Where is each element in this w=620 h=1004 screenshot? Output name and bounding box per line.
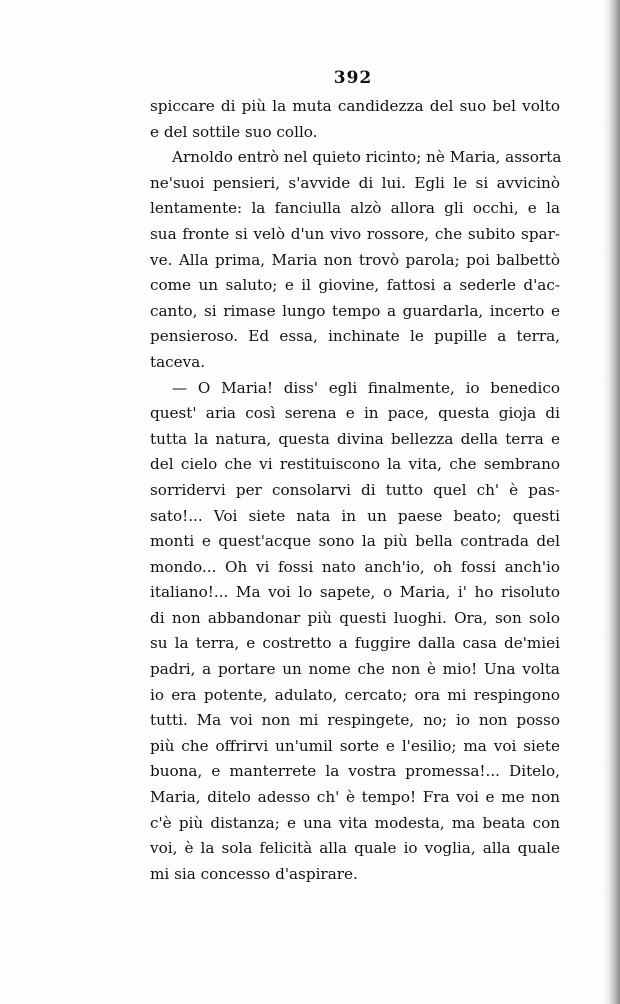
text-line: canto, si rimase lungo tempo a guardarla, incerto e xyxy=(150,301,560,320)
text-line: di non abbandonar più questi luoghi. Ora, son solo xyxy=(150,608,560,627)
text-line: Maria, ditelo adesso ch' è tempo! Fra voi e me non xyxy=(150,788,560,807)
text-line: pensieroso. Ed essa, inchinate le pupille a terra, xyxy=(150,327,560,346)
text-line: ne'suoi pensieri, s'avvide di lui. Egli le si avvicinò xyxy=(150,173,560,192)
body-text xyxy=(150,94,560,887)
text-line: io era potente, adulato, cercato; ora mi respingono xyxy=(150,685,560,704)
text-line: tutti. Ma voi non mi respingete, no; io non posso xyxy=(150,711,560,730)
text-line: spiccare di più la muta candidezza del suo bel volto xyxy=(150,97,560,115)
text-line: italiano!... Ma voi lo sapete, o Maria, i' ho risoluto xyxy=(150,583,560,602)
text-line: tutta la natura, questa divina bellezza della terra e xyxy=(150,429,560,448)
page-edge-shadow xyxy=(602,0,620,1004)
text-line: taceva. xyxy=(150,352,206,371)
text-line: voi, è la sola felicità alla quale io voglia, alla quale xyxy=(150,839,560,858)
text-line: c'è più distanza; e una vita modesta, ma beata con xyxy=(150,813,560,832)
text-line: sua fronte si velò d'un vivo rossore, che subito spar- xyxy=(150,224,560,243)
text-line: del cielo che vi restituiscono la vita, che sembrano xyxy=(150,455,560,474)
text-line: ve. Alla prima, Maria non trovò parola; poi balbettò xyxy=(150,250,560,269)
text-line: padri, a portare un nome che non è mio! Una volta xyxy=(150,660,560,679)
text-line: Arnoldo entrò nel quieto ricinto; nè Maria, assorta xyxy=(172,148,562,167)
text-line: sorridervi per consolarvi di tutto quel ch' è pas- xyxy=(150,480,560,499)
text-line: — O Maria! diss' egli finalmente, io benedico xyxy=(172,378,560,397)
text-line: su la terra, e costretto a fuggire dalla casa de'miei xyxy=(150,634,560,653)
text-line: più che offrirvi un'umil sorte e l'esilio; ma voi siete xyxy=(150,736,560,755)
page-number: 392 xyxy=(333,68,373,88)
text-line: come un saluto; e il giovine, fattosi a sederle d'ac- xyxy=(150,276,560,295)
text-line: lentamente: la fanciulla alzò allora gli occhi, e la xyxy=(150,199,560,218)
text-line: quest' aria così serena e in pace, questa gioja di xyxy=(150,404,560,423)
text-line: buona, e manterrete la vostra promessa!... Ditelo, xyxy=(150,762,560,781)
text-line: e del sottile suo collo. xyxy=(150,122,318,141)
text-line: mondo... Oh vi fossi nato anch'io, oh fossi anch'io xyxy=(150,557,560,576)
text-line: monti e quest'acque sono la più bella contrada del xyxy=(150,532,560,551)
text-line: sato!... Voi siete nata in un paese beato; questi xyxy=(150,506,560,525)
text-line: mi sia concesso d'aspirare. xyxy=(150,864,358,883)
